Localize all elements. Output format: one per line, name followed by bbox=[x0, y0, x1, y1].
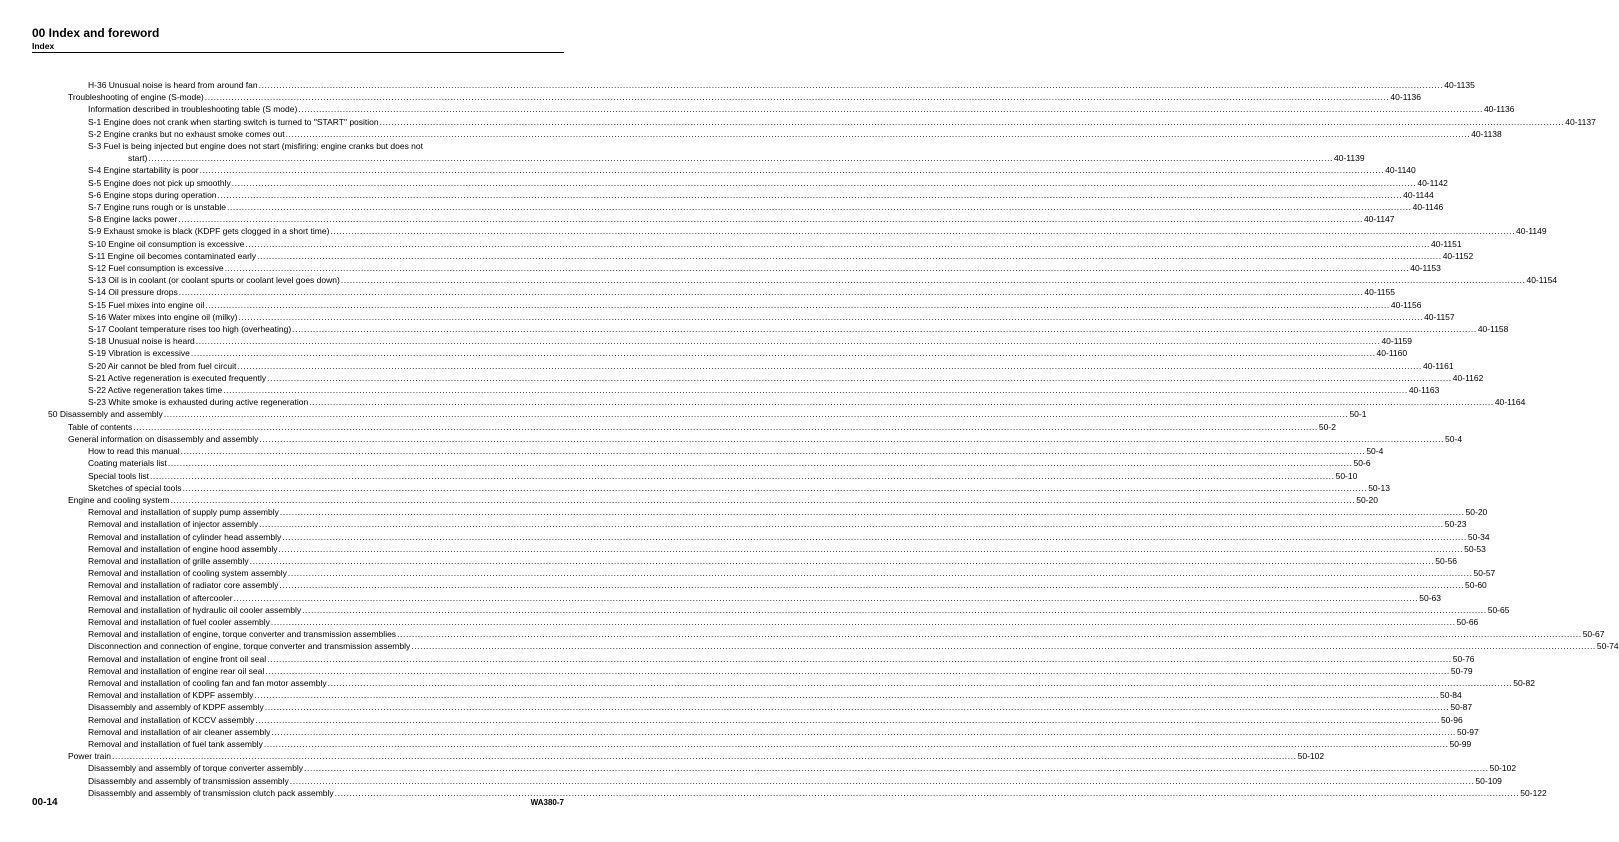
toc-entry-title: Removal and installation of supply pump assembly bbox=[88, 507, 279, 518]
toc-entry[interactable] bbox=[32, 750, 1325, 762]
toc-entry-title: S-11 Engine oil becomes contaminated early bbox=[88, 250, 257, 261]
toc-entry-title: S-18 Unusual noise is heard bbox=[88, 336, 195, 347]
toc-entry[interactable] bbox=[32, 567, 1496, 579]
toc-entry-page: 50-57 bbox=[1473, 568, 1496, 579]
dot-leader: ................................................................................................................................................................................................................................................................................................................................................................................................................ bbox=[167, 458, 1353, 469]
dot-leader: ................................................................................................................................................................................................................................................................................................................................................................................................................ bbox=[298, 104, 1483, 115]
toc-entry[interactable] bbox=[32, 531, 1490, 543]
toc-entry-page: 40-1151 bbox=[1431, 238, 1462, 249]
toc-entry[interactable] bbox=[32, 189, 1434, 201]
toc-entry-page: 50-82 bbox=[1513, 677, 1535, 688]
toc-entry-title: Removal and installation of engine front oil seal bbox=[88, 653, 267, 664]
dot-leader: ................................................................................................................................................................................................................................................................................................................................................................................................................ bbox=[149, 470, 1335, 481]
dot-leader: ................................................................................................................................................................................................................................................................................................................................................................................................................ bbox=[199, 165, 1385, 176]
toc-entry[interactable] bbox=[32, 347, 1408, 359]
toc-entry-title: S-20 Air cannot be bled from fuel circuit bbox=[88, 360, 237, 371]
dot-leader: ................................................................................................................................................................................................................................................................................................................................................................................................................ bbox=[258, 80, 1444, 90]
toc-entry-page: 50-84 bbox=[1440, 690, 1462, 701]
toc-entry-page: 50-67 bbox=[1582, 629, 1605, 640]
toc-entry-title: S-4 Engine startability is poor bbox=[88, 165, 199, 176]
dot-leader: ................................................................................................................................................................................................................................................................................................................................................................................................................ bbox=[411, 641, 1596, 652]
dot-leader: ................................................................................................................................................................................................................................................................................................................................................................................................................ bbox=[259, 433, 1445, 444]
toc-entry-title: Removal and installation of aftercooler bbox=[88, 592, 233, 603]
toc-entry-page: 40-1154 bbox=[1526, 275, 1558, 286]
dot-leader: ................................................................................................................................................................................................................................................................................................................................................................................................................ bbox=[178, 287, 1364, 298]
dot-leader: ................................................................................................................................................................................................................................................................................................................................................................................................................ bbox=[285, 128, 1471, 139]
toc-entry-title: S-8 Engine lacks power bbox=[88, 214, 178, 225]
toc-entry[interactable] bbox=[32, 311, 1455, 323]
toc-entry[interactable] bbox=[32, 445, 1384, 457]
toc-entry-page: 50-20 bbox=[1356, 494, 1378, 505]
toc-entry-title: Sketches of special tools bbox=[88, 482, 182, 493]
toc-entry[interactable] bbox=[32, 628, 1605, 640]
dot-leader: ................................................................................................................................................................................................................................................................................................................................................................................................................ bbox=[270, 616, 1456, 627]
toc-entry-page: 50-53 bbox=[1464, 543, 1486, 554]
toc-entry[interactable] bbox=[32, 396, 1526, 408]
toc-entry-title: Removal and installation of hydraulic oil cooler assembly bbox=[88, 604, 302, 615]
toc-entry[interactable] bbox=[32, 787, 1547, 799]
toc-entry[interactable] bbox=[32, 128, 1502, 140]
dot-leader: ................................................................................................................................................................................................................................................................................................................................................................................................................ bbox=[267, 653, 1452, 664]
dot-leader: ................................................................................................................................................................................................................................................................................................................................................................................................................ bbox=[265, 665, 1450, 676]
toc-entry-page: 50-20 bbox=[1465, 507, 1488, 518]
toc-entry[interactable] bbox=[32, 116, 1596, 128]
toc-entry-page: 40-1155 bbox=[1364, 287, 1395, 298]
dot-leader: ................................................................................................................................................................................................................................................................................................................................................................................................................ bbox=[217, 189, 1403, 200]
dot-leader: ................................................................................................................................................................................................................................................................................................................................................................................................................ bbox=[233, 592, 1419, 603]
toc-entry-title: S-21 Active regeneration is executed frequently bbox=[88, 372, 267, 383]
toc-entry[interactable] bbox=[32, 653, 1475, 665]
toc-entry-page: 40-1142 bbox=[1417, 177, 1448, 188]
toc-entry[interactable] bbox=[32, 482, 1390, 494]
toc-entry[interactable] bbox=[32, 201, 1444, 213]
dot-leader: ................................................................................................................................................................................................................................................................................................................................................................................................................ bbox=[195, 336, 1381, 347]
toc-entry[interactable] bbox=[32, 91, 1421, 103]
toc-entry[interactable] bbox=[32, 555, 1458, 567]
dot-leader: ................................................................................................................................................................................................................................................................................................................................................................................................................ bbox=[264, 702, 1450, 713]
footer-model: WA380-7 bbox=[530, 798, 564, 807]
toc-entry[interactable] bbox=[32, 518, 1467, 530]
toc-entry-page: 40-1164 bbox=[1494, 397, 1526, 408]
toc-entry-title: Removal and installation of cooling system assembly bbox=[88, 568, 287, 579]
toc-entry-title: S-1 Engine does not crank when starting switch is turned to "START" position bbox=[88, 116, 379, 127]
toc-entry[interactable] bbox=[32, 457, 1371, 469]
toc-entry[interactable] bbox=[32, 677, 1535, 689]
dot-leader: ................................................................................................................................................................................................................................................................................................................................................................................................................ bbox=[263, 738, 1449, 749]
toc-entry[interactable] bbox=[32, 360, 1454, 372]
dot-leader: ................................................................................................................................................................................................................................................................................................................................................................................................................ bbox=[182, 482, 1368, 493]
dot-leader: ................................................................................................................................................................................................................................................................................................................................................................................................................ bbox=[271, 726, 1457, 737]
dot-leader: ................................................................................................................................................................................................................................................................................................................................................................................................................ bbox=[259, 519, 1444, 530]
toc-entry-title: Removal and installation of grille assembly bbox=[88, 555, 249, 566]
toc-entry[interactable] bbox=[32, 543, 1486, 555]
toc-entry-title: S-17 Coolant temperature rises too high (overheating) bbox=[88, 324, 292, 335]
toc-entry[interactable] bbox=[32, 140, 1365, 164]
toc-entry-title: S-9 Exhaust smoke is black (KDPF gets clogged in a short time) bbox=[88, 226, 330, 237]
dot-leader: ................................................................................................................................................................................................................................................................................................................................................................................................................ bbox=[278, 543, 1464, 554]
toc-entry[interactable] bbox=[32, 579, 1487, 591]
toc-entry[interactable] bbox=[32, 421, 1336, 433]
toc-entry[interactable] bbox=[32, 506, 1488, 518]
toc-entry[interactable] bbox=[32, 262, 1441, 274]
header-divider bbox=[32, 52, 564, 53]
footer-page-number: 00-14 bbox=[32, 797, 58, 808]
dot-leader: ................................................................................................................................................................................................................................................................................................................................................................................................................ bbox=[292, 324, 1477, 335]
dot-leader: ................................................................................................................................................................................................................................................................................................................................................................................................................ bbox=[223, 385, 1408, 396]
toc-entry-title-continued: start) bbox=[128, 153, 148, 164]
toc-entry-page: 50-6 bbox=[1353, 458, 1371, 469]
dot-leader: ................................................................................................................................................................................................................................................................................................................................................................................................................ bbox=[204, 92, 1390, 103]
toc-entry-page: 50-4 bbox=[1445, 433, 1463, 444]
dot-leader: ................................................................................................................................................................................................................................................................................................................................................................................................................ bbox=[190, 348, 1376, 359]
toc-entry-page: 40-1138 bbox=[1471, 128, 1502, 139]
dot-leader: ................................................................................................................................................................................................................................................................................................................................................................................................................ bbox=[282, 531, 1467, 542]
dot-leader: ................................................................................................................................................................................................................................................................................................................................................................................................................ bbox=[397, 629, 1582, 640]
toc-entry[interactable] bbox=[32, 384, 1440, 396]
toc-entry-page: 50-96 bbox=[1440, 714, 1463, 725]
toc-entry-title: Special tools list bbox=[88, 470, 149, 481]
toc-entry-page: 40-1135 bbox=[1444, 80, 1475, 90]
toc-entry-title: Removal and installation of KCCV assembly bbox=[88, 714, 255, 725]
toc-entry[interactable] bbox=[32, 286, 1395, 298]
toc-entry[interactable] bbox=[32, 470, 1358, 482]
toc-entry-page: 50-102 bbox=[1489, 763, 1517, 774]
toc-entry[interactable] bbox=[32, 714, 1463, 726]
toc-entry-page: 50-63 bbox=[1419, 592, 1441, 603]
dot-leader: ................................................................................................................................................................................................................................................................................................................................................................................................................ bbox=[255, 714, 1440, 725]
toc-entry[interactable] bbox=[32, 323, 1509, 335]
toc-entry-title: Disassembly and assembly of transmission assembly bbox=[88, 775, 289, 786]
toc-entry-page: 50-65 bbox=[1487, 604, 1510, 615]
toc-entry-page: 50-97 bbox=[1457, 726, 1479, 737]
dot-leader: ................................................................................................................................................................................................................................................................................................................................................................................................................ bbox=[289, 775, 1475, 786]
toc-entry-title: Information described in troubleshooting table (S mode) bbox=[88, 104, 298, 115]
toc-entry-page: 40-1157 bbox=[1424, 311, 1455, 322]
dot-leader: ................................................................................................................................................................................................................................................................................................................................................................................................................ bbox=[309, 397, 1494, 408]
toc-entry[interactable] bbox=[32, 299, 1422, 311]
dot-leader: ................................................................................................................................................................................................................................................................................................................................................................................................................ bbox=[327, 677, 1513, 688]
toc-entry[interactable] bbox=[32, 701, 1473, 713]
toc-entry-title: S-10 Engine oil consumption is excessive bbox=[88, 238, 245, 249]
toc-entry-page: 50-87 bbox=[1450, 702, 1473, 713]
dot-leader: ................................................................................................................................................................................................................................................................................................................................................................................................................ bbox=[133, 421, 1318, 432]
dot-leader: ................................................................................................................................................................................................................................................................................................................................................................................................................ bbox=[231, 177, 1417, 188]
toc-entry-title: General information on disassembly and assembly bbox=[68, 433, 259, 444]
dot-leader: ................................................................................................................................................................................................................................................................................................................................................................................................................ bbox=[330, 226, 1516, 237]
toc-entry-page: 40-1162 bbox=[1452, 372, 1484, 383]
dot-leader: ................................................................................................................................................................................................................................................................................................................................................................................................................ bbox=[249, 555, 1435, 566]
table-of-contents bbox=[32, 79, 1619, 799]
toc-entry[interactable] bbox=[32, 689, 1462, 701]
dot-leader: ................................................................................................................................................................................................................................................................................................................................................................................................................ bbox=[279, 507, 1465, 518]
toc-entry-page: 50-122 bbox=[1520, 787, 1547, 798]
dot-leader: ................................................................................................................................................................................................................................................................................................................................................................................................................ bbox=[238, 311, 1424, 322]
toc-entry-title: Coating materials list bbox=[88, 458, 167, 469]
toc-entry-title: 50 Disassembly and assembly bbox=[48, 409, 163, 420]
toc-entry-page: 40-1136 bbox=[1390, 92, 1421, 103]
toc-entry-page: 40-1161 bbox=[1423, 360, 1454, 371]
toc-entry-page: 50-76 bbox=[1452, 653, 1475, 664]
dot-leader: ................................................................................................................................................................................................................................................................................................................................................................................................................ bbox=[205, 299, 1390, 310]
dot-leader: ................................................................................................................................................................................................................................................................................................................................................................................................................ bbox=[334, 787, 1520, 798]
toc-entry-page: 40-1152 bbox=[1442, 250, 1474, 261]
toc-entry[interactable] bbox=[32, 335, 1413, 347]
toc-entry[interactable] bbox=[32, 604, 1510, 616]
toc-entry-title: Table of contents bbox=[68, 421, 133, 432]
toc-entry[interactable] bbox=[32, 250, 1474, 262]
dot-leader: ................................................................................................................................................................................................................................................................................................................................................................................................................ bbox=[180, 446, 1366, 457]
toc-entry-page: 40-1137 bbox=[1565, 116, 1596, 127]
dot-leader: ................................................................................................................................................................................................................................................................................................................................................................................................................ bbox=[112, 751, 1297, 762]
toc-entry[interactable] bbox=[32, 762, 1517, 774]
toc-entry-title: S-15 Fuel mixes into engine oil bbox=[88, 299, 205, 310]
toc-entry-title: Removal and installation of KDPF assembly bbox=[88, 690, 254, 701]
toc-entry-title: Removal and installation of engine rear oil seal bbox=[88, 665, 265, 676]
dot-leader: ................................................................................................................................................................................................................................................................................................................................................................................................................ bbox=[302, 604, 1487, 615]
toc-entry-title: S-22 Active regeneration takes time bbox=[88, 385, 223, 396]
dot-leader: ................................................................................................................................................................................................................................................................................................................................................................................................................ bbox=[226, 202, 1412, 213]
toc-entry-title: Removal and installation of engine hood assembly bbox=[88, 543, 278, 554]
toc-entry-title: Troubleshooting of engine (S-mode) bbox=[68, 92, 204, 103]
toc-entry-page: 40-1163 bbox=[1408, 385, 1440, 396]
dot-leader: ................................................................................................................................................................................................................................................................................................................................................................................................................ bbox=[254, 690, 1439, 701]
toc-entry-title: S-14 Oil pressure drops bbox=[88, 287, 178, 298]
toc-entry-title: S-2 Engine cranks but no exhaust smoke comes out bbox=[88, 128, 285, 139]
toc-entry[interactable] bbox=[32, 238, 1462, 250]
toc-entry-title: S-13 Oil is in coolant (or coolant spurts or coolant level goes down) bbox=[88, 275, 340, 286]
toc-entry-page: 40-1153 bbox=[1410, 263, 1441, 274]
toc-entry-page: 50-109 bbox=[1475, 775, 1502, 786]
toc-entry-title: Removal and installation of fuel cooler assembly bbox=[88, 616, 270, 627]
toc-entry-page: 40-1147 bbox=[1363, 214, 1395, 225]
toc-entry-page: 40-1139 bbox=[1334, 153, 1365, 164]
toc-entry[interactable] bbox=[32, 738, 1472, 750]
toc-entry-page: 50-23 bbox=[1444, 519, 1467, 530]
toc-entry-title: Removal and installation of cylinder head assembly bbox=[88, 531, 282, 542]
toc-entry-page: 50-60 bbox=[1465, 580, 1487, 591]
toc-entry[interactable] bbox=[32, 494, 1378, 506]
toc-entry-title: S-19 Vibration is excessive bbox=[88, 348, 190, 359]
toc-entry[interactable] bbox=[32, 775, 1502, 787]
toc-entry-title: S-5 Engine does not pick up smoothly bbox=[88, 177, 231, 188]
dot-leader: ................................................................................................................................................................................................................................................................................................................................................................................................................ bbox=[379, 116, 1565, 127]
toc-entry-title: Removal and installation of radiator core assembly bbox=[88, 580, 279, 591]
toc-entry-title: Disassembly and assembly of transmission clutch pack assembly bbox=[88, 787, 334, 798]
dot-leader: ................................................................................................................................................................................................................................................................................................................................................................................................................ bbox=[257, 250, 1442, 261]
toc-entry-title: Disconnection and connection of engine, torque converter and transmission assembly bbox=[88, 641, 411, 652]
toc-entry-page: 50-79 bbox=[1450, 665, 1473, 676]
toc-entry[interactable] bbox=[32, 164, 1416, 176]
toc-entry-title: Removal and installation of fuel tank assembly bbox=[88, 738, 263, 749]
toc-entry-page: 50-1 bbox=[1349, 409, 1367, 420]
toc-entry-page: 40-1160 bbox=[1376, 348, 1408, 359]
toc-entry-page: 50-34 bbox=[1467, 531, 1490, 542]
toc-entry-page: 50-74 bbox=[1596, 641, 1619, 652]
toc-entry-title: S-23 White smoke is exhausted during active regeneration bbox=[88, 397, 309, 408]
toc-entry-page: 50-2 bbox=[1318, 421, 1336, 432]
toc-entry-page: 40-1159 bbox=[1381, 336, 1413, 347]
toc-entry-title: Disassembly and assembly of KDPF assembly bbox=[88, 702, 264, 713]
toc-entry-title: Engine and cooling system bbox=[68, 494, 170, 505]
toc-entry-page: 40-1146 bbox=[1412, 202, 1444, 213]
dot-leader: ................................................................................................................................................................................................................................................................................................................................................................................................................ bbox=[245, 238, 1431, 249]
toc-entry[interactable] bbox=[32, 103, 1515, 115]
toc-entry-page: 40-1156 bbox=[1390, 299, 1422, 310]
page-subtitle: Index bbox=[32, 41, 55, 51]
toc-entry-page: 40-1149 bbox=[1516, 226, 1547, 237]
dot-leader: ................................................................................................................................................................................................................................................................................................................................................................................................................ bbox=[267, 372, 1452, 383]
dot-leader: ................................................................................................................................................................................................................................................................................................................................................................................................................ bbox=[148, 153, 1334, 164]
toc-entry-page: 50-13 bbox=[1368, 482, 1390, 493]
toc-entry-page: 40-1158 bbox=[1477, 324, 1509, 335]
page-title: 00 Index and foreword bbox=[32, 26, 160, 40]
toc-entry[interactable] bbox=[32, 726, 1479, 738]
toc-entry-title: Removal and installation of injector assembly bbox=[88, 519, 259, 530]
toc-entry-page: 40-1144 bbox=[1403, 189, 1434, 200]
toc-entry[interactable] bbox=[32, 79, 1475, 91]
toc-entry-title: S-3 Fuel is being injected but engine does not start (misfiring: engine cranks but does not bbox=[88, 141, 423, 152]
toc-entry-page: 50-66 bbox=[1456, 616, 1479, 627]
dot-leader: ................................................................................................................................................................................................................................................................................................................................................................................................................ bbox=[163, 409, 1349, 420]
toc-entry-page: 50-99 bbox=[1449, 738, 1472, 749]
toc-entry-title: How to read this manual bbox=[88, 446, 180, 457]
dot-leader: ................................................................................................................................................................................................................................................................................................................................................................................................................ bbox=[170, 494, 1356, 505]
dot-leader: ................................................................................................................................................................................................................................................................................................................................................................................................................ bbox=[303, 763, 1489, 774]
toc-entry[interactable] bbox=[32, 616, 1479, 628]
toc-entry-page: 40-1140 bbox=[1385, 165, 1416, 176]
dot-leader: ................................................................................................................................................................................................................................................................................................................................................................................................................ bbox=[279, 580, 1465, 591]
toc-entry-title: S-16 Water mixes into engine oil (milky) bbox=[88, 311, 238, 322]
toc-entry[interactable] bbox=[32, 225, 1547, 237]
toc-entry-title: Removal and installation of cooling fan and fan motor assembly bbox=[88, 677, 327, 688]
toc-entry[interactable] bbox=[32, 372, 1484, 384]
toc-entry-title: Disassembly and assembly of torque converter assembly bbox=[88, 763, 303, 774]
toc-entry-title: Power train bbox=[68, 751, 111, 762]
toc-entry-title: S-6 Engine stops during operation bbox=[88, 189, 217, 200]
toc-entry-page: 40-1136 bbox=[1483, 104, 1515, 115]
dot-leader: ................................................................................................................................................................................................................................................................................................................................................................................................................ bbox=[178, 214, 1363, 225]
toc-entry[interactable] bbox=[32, 433, 1463, 445]
toc-entry[interactable] bbox=[32, 213, 1395, 225]
toc-entry-title: Removal and installation of engine, torque converter and transmission assemblies bbox=[88, 629, 397, 640]
toc-entry-page: 50-10 bbox=[1335, 470, 1358, 481]
toc-entry-title: S-12 Fuel consumption is excessive bbox=[88, 263, 224, 274]
toc-entry[interactable] bbox=[32, 640, 1619, 652]
dot-leader: ................................................................................................................................................................................................................................................................................................................................................................................................................ bbox=[237, 360, 1422, 371]
toc-entry[interactable] bbox=[32, 274, 1558, 286]
toc-entry[interactable] bbox=[32, 665, 1473, 677]
toc-entry-page: 50-56 bbox=[1435, 555, 1458, 566]
toc-entry-page: 50-102 bbox=[1297, 751, 1325, 762]
toc-entry-title: Removal and installation of air cleaner assembly bbox=[88, 726, 271, 737]
toc-entry[interactable] bbox=[32, 177, 1448, 189]
toc-entry[interactable] bbox=[32, 592, 1441, 604]
toc-entry[interactable] bbox=[32, 408, 1367, 420]
toc-entry-page: 50-4 bbox=[1366, 446, 1384, 457]
dot-leader: ................................................................................................................................................................................................................................................................................................................................................................................................................ bbox=[224, 263, 1410, 274]
dot-leader: ................................................................................................................................................................................................................................................................................................................................................................................................................ bbox=[287, 568, 1473, 579]
dot-leader: ................................................................................................................................................................................................................................................................................................................................................................................................................ bbox=[340, 275, 1526, 286]
page-header bbox=[32, 26, 564, 51]
toc-entry-title: S-7 Engine runs rough or is unstable bbox=[88, 202, 226, 213]
toc-entry-title: H-36 Unusual noise is heard from around fan bbox=[88, 80, 258, 90]
